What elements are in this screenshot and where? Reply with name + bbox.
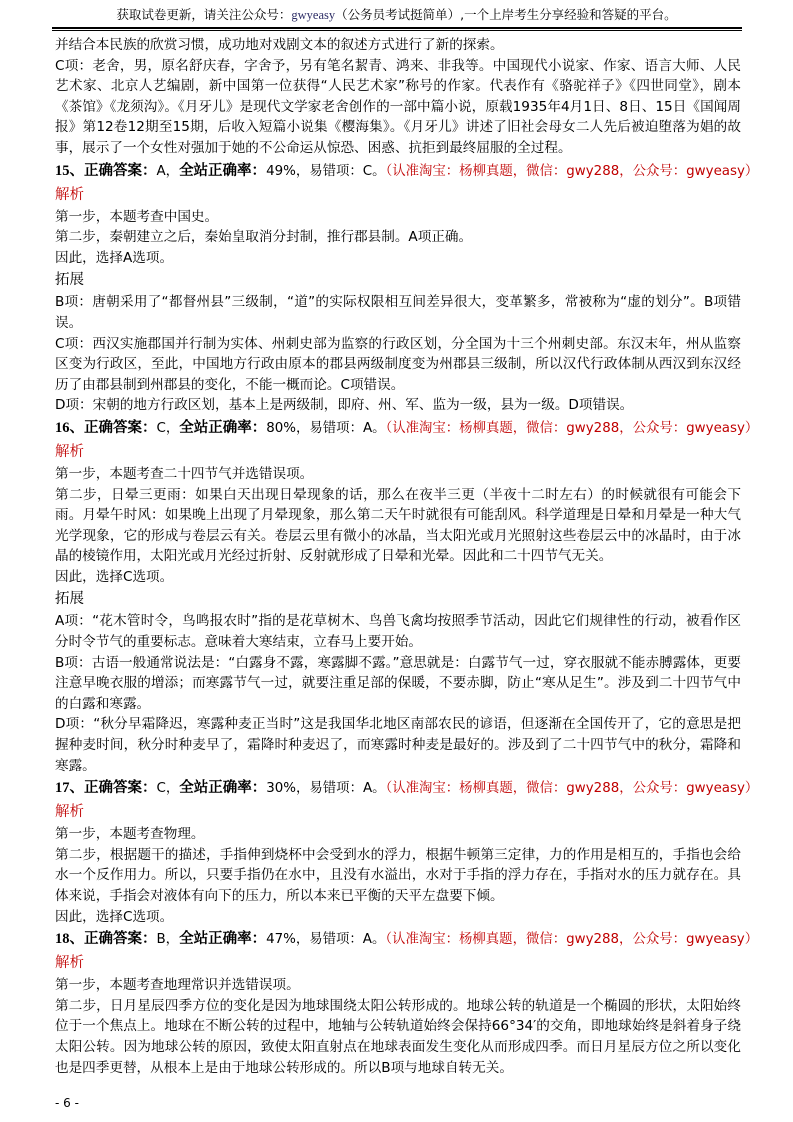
ad-text: （认准淘宝：杨柳真题，微信：gwy288，公众号：gwyeasy） [385,932,759,948]
paragraph: A项：“花木管时令，鸟鸣报农时”指的是花草树木、鸟兽飞禽均按照季节活动，因此它们规律性的行动，被看作区分时令节气的重要标志。意味着大寒结束，立春马上要开始。 [55,613,741,651]
rate-value: 80%，易错项：A。 [266,420,386,436]
paragraph: 第二步，根据题干的描述，手指伸到烧杯中会受到水的浮力，根据牛顿第三定律，力的作用是相互的，手指也会给水一个反作用力。所以，只要手指仍在水中，且没有水溢出，水对于手指的浮力存在，手指对水的压力就存在。具体来说，手指会对液体有向下的压力，所以本来已平衡的天平左盘要下倾。 [55,846,741,904]
answer-line [55,777,759,800]
answer-value: C， [156,420,180,436]
answer-label: 18、正确答案： [55,931,157,948]
rate-label: 全站正确率： [179,162,267,179]
answer-label: 17、正确答案： [55,780,157,797]
paragraph: 因此，选择C选项。 [55,568,174,585]
header-account: gwyeasy [291,8,336,22]
header-suffix: （公务员考试挺简单）,一个上岸考生分享经验和答疑的平台。 [335,7,677,22]
paragraph: 因此，选择C选项。 [55,908,174,925]
rate-value: 47%，易错项：A。 [266,932,386,948]
paragraph: 第一步，本题考查地理常识并选错误项。 [55,977,300,994]
paragraph: B项：唐朝采用了“都督州县”三级制，“道”的实际权限相互间差异很大，变革繁多，常被称为“虚的划分”。B项错误。 [55,294,741,331]
page-header [0,6,793,24]
analysis-heading: 解析 [55,804,84,821]
answer-line [55,160,759,183]
paragraph: B项：古语一般通常说法是：“白露身不露，寒露脚不露。”意思就是：白露节气一过，穿衣服就不能赤膊露体，更要注意早晚衣服的增添；而寒露节气一过，就要注重足部的保暖，不要赤脚，防止“寒从足生”。涉及到二十四节气中的白露和寒露。 [55,654,741,712]
rate-label: 全站正确率： [179,419,267,436]
answer-line [55,928,759,951]
paragraph: 第二步，秦朝建立之后，秦始皇取消分封制，推行郡县制。A项正确。 [55,229,473,246]
rate-label: 全站正确率： [179,931,267,948]
answer-label: 15、正确答案： [55,162,157,179]
answer-value: B， [156,932,180,948]
paragraph: D项：宋朝的地方行政区划，基本上是两级制，即府、州、军、监为一级，县为一级。D项错误。 [55,397,634,414]
paragraph: 并结合本民族的欣赏习惯，成功地对戏剧文本的叙述方式进行了新的探索。 [55,37,504,53]
answer-value: C， [156,781,180,797]
ad-text: （认准淘宝：杨柳真题，微信：gwy288，公众号：gwyeasy） [385,420,759,436]
paragraph: 因此，选择A选项。 [55,249,174,266]
page-number: - 6 - [55,1096,79,1110]
paragraph: C项：老舍，男，原名舒庆春，字舍予，另有笔名絜青、鸿来、非我等。中国现代小说家、作家、语言大师、人民艺术家、北京人艺编剧，新中国第一位获得“人民艺术家”称号的作家。代表作有《骆驼祥子》《四世同堂》，剧本《茶馆》《龙须沟》。《月牙儿》是现代文学家老舍创作的一部中篇小说，原载1935年4月1日、8日、15日《国闻周报》第12卷12期至15期，后收入短篇小说集《樱海集》。《月牙儿》讲述了旧社会母女二人先后被迫堕落为娼的故事，展示了一个女性对强加于她的不公命运从惊恐、困惑、抗拒到最终屈服的全过程。 [55,57,741,156]
ad-text: （认准淘宝：杨柳真题，微信：gwy288，公众号：gwyeasy） [385,781,759,797]
paragraph: 第一步，本题考查二十四节气并选错误项。 [55,465,314,482]
paragraph: 第一步，本题考查物理。 [55,826,205,843]
answer-value: A， [156,163,180,179]
header-divider [52,27,742,31]
ad-text: （认准淘宝：杨柳真题，微信：gwy288，公众号：gwyeasy） [385,163,759,179]
rate-label: 全站正确率： [179,780,267,797]
rate-value: 30%，易错项：A。 [266,781,386,797]
extension-heading: 拓展 [55,591,84,608]
paragraph: C项：西汉实施郡国并行制为实体、州刺史部为监察的行政区划，分全国为十三个州刺史部。东汉末年，州从监察区变为行政区，至此，中国地方行政由原本的郡县两级制度变为州郡县三级制，所以汉代行政体制从西汉到东汉经历了由郡县制到州郡县的变化，不能一概而论。C项错误。 [55,335,741,393]
analysis-heading: 解析 [55,186,84,203]
paragraph: 第二步，日月星辰四季方位的变化是因为地球围绕太阳公转形成的。地球公转的轨道是一个椭圆的形状，太阳始终位于一个焦点上。地球在不断公转的过程中，地轴与公转轨道始终会保持66°34′的交角，即地球始终是斜着身子绕太阳公转。因为地球公转的原因，致使太阳直射点在地球表面发生变化从而形成四季。而日月星辰方位之所以变化也是四季更替，从根本上是由于地球公转形成的。所以B项与地球自转无关。 [55,997,741,1076]
paragraph: D项：“秋分早霜降迟，寒露种麦正当时”这是我国华北地区南部农民的谚语，但逐渐在全国传开了，它的意思是把握种麦时间，秋分时种麦早了，霜降时种麦迟了，而寒露时种麦是最好的。涉及到了二十四节气中的秋分，霜降和寒露。 [55,716,741,774]
extension-heading: 拓展 [55,272,84,289]
document-body [55,35,759,1078]
paragraph: 第一步，本题考查中国史。 [55,208,219,225]
answer-label: 16、正确答案： [55,419,157,436]
header-prefix: 获取试卷更新，请关注公众号： [116,7,292,22]
analysis-heading: 解析 [55,955,84,972]
paragraph: 第二步，日晕三更雨：如果白天出现日晕现象的话，那么在夜半三更（半夜十二时左右）的时候就很有可能会下雨。月晕午时风：如果晚上出现了月晕现象，那么第二天午时就很有可能刮风。科学道理是日晕和月晕是一种大气光学现象，它的形成与卷层云有关。卷层云里有微小的冰晶，当太阳光或月光照射这些卷层云中的冰晶时，由于冰晶的棱镜作用，太阳光或月光经过折射、反射就形成了日晕和光晕。因此和二十四节气无关。 [55,486,741,565]
answer-line [55,417,759,440]
rate-value: 49%，易错项：C。 [266,163,386,179]
analysis-heading: 解析 [55,443,84,460]
